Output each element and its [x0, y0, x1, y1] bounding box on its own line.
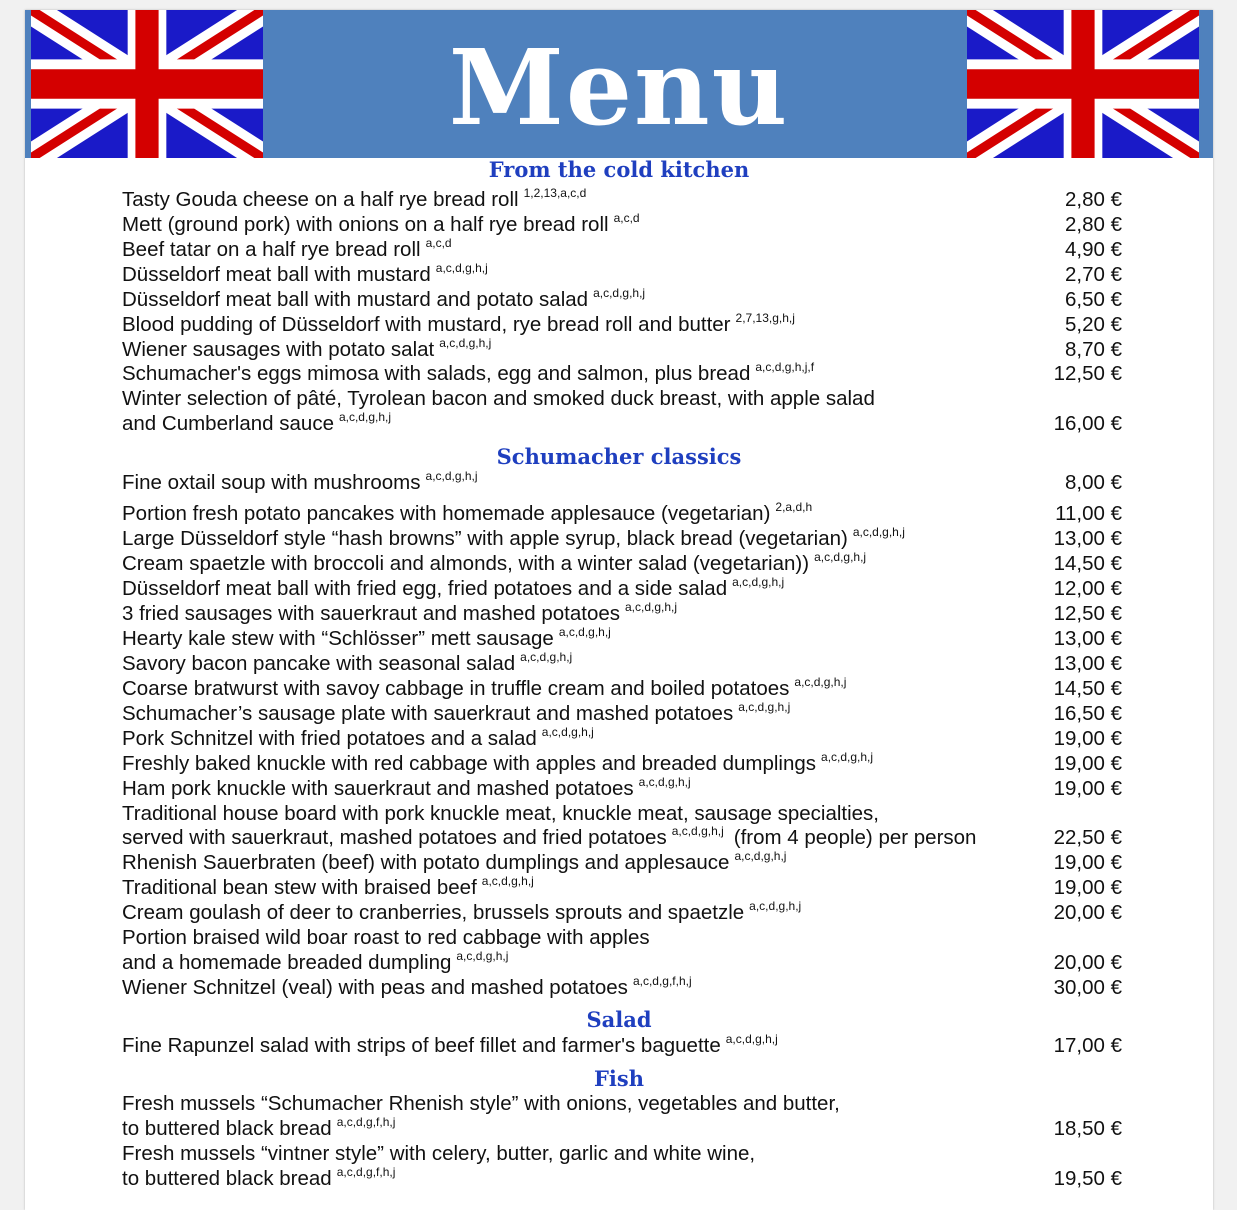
- menu-item-name: [122, 576, 784, 604]
- menu-item: [122, 187, 1122, 212]
- allergen-codes: a,c,d,g,h,j: [638, 775, 691, 789]
- menu-item-name: [122, 1166, 395, 1194]
- menu-item-price: 17,00 €: [1053, 1034, 1122, 1057]
- menu-item-name: [122, 751, 873, 779]
- section-title-salad: Salad: [586, 1007, 652, 1032]
- menu-item-name: [122, 975, 692, 1003]
- menu-item-name: [122, 701, 790, 729]
- menu-item-price: 12,50 €: [1053, 362, 1122, 385]
- menu-item-line: [122, 1091, 1122, 1116]
- menu-item-name: [122, 287, 645, 315]
- menu-title: Menu: [448, 26, 790, 149]
- menu-item-name: [122, 776, 691, 804]
- allergen-codes: a,c,d,g,h,j: [625, 600, 678, 614]
- allergen-codes: a,c,d,g,h,j: [734, 849, 787, 863]
- menu-item: [122, 337, 1122, 362]
- menu-item-price: 19,00 €: [1053, 727, 1122, 750]
- allergen-codes: a,c,d,g,h,j: [520, 650, 573, 664]
- menu-item-name-text: Freshly baked knuckle with red cabbage with apples and breaded dumplings: [122, 752, 817, 775]
- allergen-codes: a,c,d,g,h,j: [481, 874, 534, 888]
- menu-item: [122, 875, 1122, 900]
- menu-item-name-text: Wiener sausages with potato salat: [122, 338, 435, 361]
- menu-item-name-text: Schumacher's eggs mimosa with salads, egg and salmon, plus bread: [122, 362, 751, 385]
- menu-item-name: [122, 950, 508, 978]
- menu-item-price: 19,00 €: [1053, 851, 1122, 874]
- menu-item-name: [122, 1116, 395, 1144]
- menu-item-name: [122, 651, 572, 679]
- menu-item-price: 6,50 €: [1065, 288, 1122, 311]
- menu-item-name-text: Portion fresh potato pancakes with homemade applesauce (vegetarian): [122, 502, 771, 525]
- menu-item-name: [122, 262, 488, 290]
- menu-item: [122, 551, 1122, 576]
- menu-item: [122, 262, 1122, 287]
- menu-item-name-text: and Cumberland sauce: [122, 412, 334, 435]
- menu-item: [122, 411, 1122, 436]
- menu-item: [122, 1033, 1122, 1058]
- allergen-codes: a,c,d,g,h,j: [732, 575, 785, 589]
- menu-item-name: [122, 875, 534, 903]
- menu-item-name: [122, 850, 786, 878]
- menu-item-price: 14,50 €: [1053, 677, 1122, 700]
- allergen-codes: 1,2,13,a,c,d: [523, 186, 587, 200]
- menu-item-name-text: to buttered black bread: [122, 1117, 332, 1140]
- allergen-codes: 2,a,d,h: [775, 500, 813, 514]
- menu-item-line: [122, 801, 1122, 826]
- allergen-codes: a,c,d,g,h,j: [338, 410, 391, 424]
- allergen-codes: a,c,d,g,h,j: [671, 824, 724, 838]
- menu-item-name: [122, 361, 814, 389]
- menu-item-line: [122, 1141, 1122, 1166]
- menu-page: [25, 10, 1213, 1210]
- allergen-codes: a,c,d,g,h,j: [738, 700, 791, 714]
- allergen-codes: 2,7,13,g,h,j: [735, 311, 795, 325]
- menu-item: [122, 361, 1122, 386]
- allergen-codes: a,c,d,g,h,j: [852, 525, 905, 539]
- menu-item-name-text: Schumacher’s sausage plate with sauerkraut and mashed potatoes: [122, 702, 734, 725]
- section-title-cold: From the cold kitchen: [488, 157, 750, 182]
- menu-item-price: 14,50 €: [1053, 552, 1122, 575]
- menu-item-line: [122, 925, 1122, 950]
- menu-item-name: [122, 411, 391, 439]
- menu-item-name-text: Düsseldorf meat ball with fried egg, fried potatoes and a side salad: [122, 577, 728, 600]
- menu-item-price: 4,90 €: [1065, 238, 1122, 261]
- menu-item-name-text: to buttered black bread: [122, 1167, 332, 1190]
- menu-item-price: 13,00 €: [1053, 527, 1122, 550]
- menu-item-price: 5,20 €: [1065, 313, 1122, 336]
- menu-item-price: 11,00 €: [1055, 502, 1122, 525]
- menu-item-name-text: Tasty Gouda cheese on a half rye bread roll: [122, 188, 519, 211]
- menu-item: [122, 576, 1122, 601]
- menu-item-name-text: Fine Rapunzel salad with strips of beef fillet and farmer's baguette: [122, 1034, 721, 1057]
- allergen-codes: a,c,d,g,h,j: [541, 725, 594, 739]
- menu-item: [122, 501, 1122, 526]
- allergen-codes: a,c,d,g,h,j: [439, 336, 492, 350]
- menu-item-name: [122, 187, 586, 215]
- menu-item-name-text: served with sauerkraut, mashed potatoes and fried potatoes: [122, 826, 667, 849]
- menu-item: [122, 287, 1122, 312]
- menu-item-name: [122, 726, 594, 754]
- allergen-codes: a,c,d,g,h,j: [456, 949, 509, 963]
- menu-item-price: 20,00 €: [1053, 951, 1122, 974]
- menu-item-name-text: Savory bacon pancake with seasonal salad: [122, 652, 516, 675]
- menu-item-name: [122, 212, 640, 240]
- menu-item-name-text: Hearty kale stew with “Schlösser” mett sausage: [122, 627, 554, 650]
- allergen-codes: a,c,d,g,h,j,f: [755, 360, 815, 374]
- menu-item-price: 16,50 €: [1053, 702, 1122, 725]
- menu-item: [122, 676, 1122, 701]
- menu-item-price: 2,80 €: [1065, 188, 1122, 211]
- union-jack-flag-right: [967, 10, 1199, 158]
- menu-item-description: Fresh mussels “vintner style” with celery, butter, garlic and white wine,: [122, 1142, 756, 1165]
- menu-item-name-text: 3 fried sausages with sauerkraut and mashed potatoes: [122, 602, 620, 625]
- menu-item-description: Winter selection of pâté, Tyrolean bacon and smoked duck breast, with apple salad: [122, 387, 875, 410]
- menu-item: [122, 825, 1122, 850]
- menu-item-name-text: Ham pork knuckle with sauerkraut and mashed potatoes: [122, 777, 634, 800]
- menu-item-name-text: Cream spaetzle with broccoli and almonds, with a winter salad (vegetarian)): [122, 552, 810, 575]
- menu-item: [122, 726, 1122, 751]
- menu-item-note: (from 4 people) per person: [733, 826, 977, 849]
- menu-item-name-text: Large Düsseldorf style “hash browns” with apple syrup, black bread (vegetarian): [122, 527, 848, 550]
- menu-item-name-text: Fine oxtail soup with mushrooms: [122, 471, 421, 494]
- allergen-codes: a,c,d: [425, 236, 452, 250]
- menu-item-price: 19,00 €: [1053, 876, 1122, 899]
- menu-item-name: [122, 900, 801, 928]
- menu-item-price: 13,00 €: [1053, 627, 1122, 650]
- menu-item-price: 30,00 €: [1053, 976, 1122, 999]
- section-title-fish: Fish: [594, 1066, 644, 1091]
- menu-item-price: 22,50 €: [1053, 826, 1122, 849]
- allergen-codes: a,c,d,g,h,j: [794, 675, 847, 689]
- allergen-codes: a,c,d,g,h,j: [725, 1032, 778, 1046]
- menu-item-name-text: Blood pudding of Düsseldorf with mustard, rye bread roll and butter: [122, 313, 731, 336]
- menu-item-name: [122, 825, 976, 853]
- menu-item-name-text: Mett (ground pork) with onions on a half rye bread roll: [122, 213, 609, 236]
- menu-item: [122, 212, 1122, 237]
- menu-item-price: 2,80 €: [1065, 213, 1122, 236]
- menu-item-price: 2,70 €: [1065, 263, 1122, 286]
- allergen-codes: a,c,d,g,h,j: [749, 899, 802, 913]
- allergen-codes: a,c,d,g,f,h,j: [336, 1115, 396, 1129]
- menu-item-price: 20,00 €: [1053, 901, 1122, 924]
- allergen-codes: a,c,d,g,f,h,j: [632, 974, 692, 988]
- menu-item-description: Fresh mussels “Schumacher Rhenish style” with onions, vegetables and butter,: [122, 1092, 840, 1115]
- menu-item-price: 8,70 €: [1065, 338, 1122, 361]
- menu-item-name-text: Coarse bratwurst with savoy cabbage in truffle cream and boiled potatoes: [122, 677, 790, 700]
- menu-item: [122, 1166, 1122, 1191]
- menu-item-name-text: Pork Schnitzel with fried potatoes and a salad: [122, 727, 537, 750]
- menu-item-description: Traditional house board with pork knuckle meat, knuckle meat, sausage specialties,: [122, 802, 879, 825]
- allergen-codes: a,c,d,g,h,j: [425, 469, 478, 483]
- menu-item: [122, 1116, 1122, 1141]
- menu-item-name-text: Wiener Schnitzel (veal) with peas and mashed potatoes: [122, 976, 628, 999]
- allergen-codes: a,c,d,g,h,j: [435, 261, 488, 275]
- section-title-classics: Schumacher classics: [496, 444, 742, 469]
- menu-item-name: [122, 237, 452, 265]
- menu-item-price: 12,00 €: [1053, 577, 1122, 600]
- menu-item-description: Portion braised wild boar roast to red cabbage with apples: [122, 926, 650, 949]
- menu-item-name-text: Düsseldorf meat ball with mustard: [122, 263, 431, 286]
- menu-item-name-text: and a homemade breaded dumpling: [122, 951, 452, 974]
- menu-item: [122, 626, 1122, 651]
- menu-item-name-text: Düsseldorf meat ball with mustard and potato salad: [122, 288, 589, 311]
- menu-item-name-text: Beef tatar on a half rye bread roll: [122, 238, 421, 261]
- menu-item: [122, 776, 1122, 801]
- menu-item: [122, 601, 1122, 626]
- menu-item-price: 8,00 €: [1065, 471, 1122, 494]
- menu-item: [122, 701, 1122, 726]
- menu-item-name: [122, 501, 812, 529]
- menu-item-price: 12,50 €: [1053, 602, 1122, 625]
- menu-item: [122, 237, 1122, 262]
- menu-item-name-text: Rhenish Sauerbraten (beef) with potato dumplings and applesauce: [122, 851, 730, 874]
- allergen-codes: a,c,d,g,h,j: [558, 625, 611, 639]
- menu-item: [122, 850, 1122, 875]
- menu-item-price: 13,00 €: [1053, 652, 1122, 675]
- allergen-codes: a,c,d: [613, 211, 640, 225]
- allergen-codes: a,c,d,g,h,j: [821, 750, 874, 764]
- menu-item-price: 18,50 €: [1053, 1117, 1122, 1140]
- menu-item: [122, 526, 1122, 551]
- menu-item-price: 19,50 €: [1053, 1167, 1122, 1190]
- menu-item: [122, 312, 1122, 337]
- allergen-codes: a,c,d,g,f,h,j: [336, 1165, 396, 1179]
- menu-item: [122, 975, 1122, 1000]
- menu-item-name-text: Cream goulash of deer to cranberries, brussels sprouts and spaetzle: [122, 901, 745, 924]
- menu-item: [122, 470, 1122, 495]
- menu-item-name: [122, 470, 478, 498]
- menu-item-line: [122, 386, 1122, 411]
- menu-item: [122, 900, 1122, 925]
- menu-item-price: 19,00 €: [1053, 777, 1122, 800]
- menu-item: [122, 651, 1122, 676]
- menu-item: [122, 950, 1122, 975]
- header-banner: [25, 10, 1213, 158]
- menu-item-name-text: Traditional bean stew with braised beef: [122, 876, 477, 899]
- menu-item-name: [122, 1033, 778, 1061]
- menu-item-name: [122, 526, 905, 554]
- allergen-codes: a,c,d,g,h,j: [814, 550, 867, 564]
- menu-item-price: 16,00 €: [1053, 412, 1122, 435]
- allergen-codes: a,c,d,g,h,j: [593, 286, 646, 300]
- menu-item-price: 19,00 €: [1053, 752, 1122, 775]
- menu-item: [122, 751, 1122, 776]
